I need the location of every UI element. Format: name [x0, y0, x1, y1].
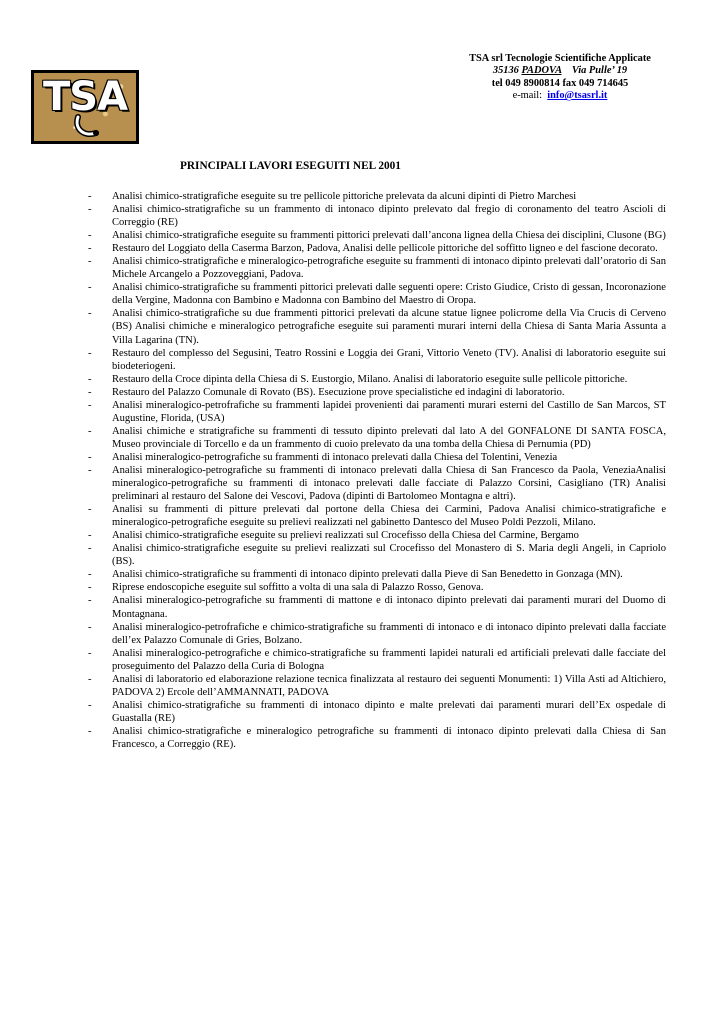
list-item: - Analisi mineralogico-petrofrafiche su frammenti lapidei provenienti dai paramenti murari esterni del Castillo de San Marcos, ST Augustine, Florida, (USA)	[88, 399, 666, 425]
email-link[interactable]: info@tsasrl.it	[547, 90, 608, 102]
logo-background	[34, 73, 136, 141]
list-item: - Analisi mineralogico-petrografiche su frammenti di mattone e di intonaco dipinto prelevati dai paramenti murari del Duomo di Montagnana.	[88, 594, 666, 620]
list-item: - Analisi mineralogico-petrografiche su frammenti di intonaco prelevati dalla Chiesa di San Francesco da Paola, VeneziaAnalisi mineralogico-petrografiche su frammenti di intonaco prelevati dalle facciate di Palazzo Corsini, Casigliano (TR) Analisi preliminari al restauro del Salone dei Vescovi, Padova (dipinti di Bartolomeo Montagna e altri).	[88, 464, 666, 503]
list-item: - Analisi chimico-stratigrafiche su frammenti pittorici prelevati dalle seguenti opere: Cristo Giudice, Cristo di gessan, Incoronazione della Vergine, Madonna con Bambino e Madonna con Bambino del Maestro di Oropa.	[88, 281, 666, 307]
company-email-line	[440, 90, 680, 102]
list-item: - Analisi su frammenti di pitture prelevati dal portone della Chiesa dei Carmini, Padova Analisi chimico-stratigrafiche e mineralogico-petrografiche eseguite su prelievi realizzati nel gabinetto Dantesco del Museo Poldi Pezzoli, Milano.	[88, 503, 666, 529]
list-item: - Restauro della Croce dipinta della Chiesa di S. Eustorgio, Milano. Analisi di laboratorio eseguite sulle pellicole pittoriche.	[88, 373, 666, 386]
list-item: - Restauro del complesso del Segusini, Teatro Rossini e Loggia dei Grani, Vittorio Veneto (TV). Analisi di laboratorio eseguite sui biodeteriogeni.	[88, 347, 666, 373]
list-item: - Analisi mineralogico-petrografiche su frammenti di intonaco prelevati dalla Chiesa del Tolentini, Venezia	[88, 451, 666, 464]
list-item: - Analisi chimico-stratigrafiche eseguite su tre pellicole pittoriche prelevata da alcuni dipinti di Pietro Marchesi	[88, 190, 666, 203]
company-phone: tel 049 8900814 fax 049 714645	[491, 77, 629, 89]
list-item: - Analisi chimico-stratigrafiche su due frammenti pittorici prelevati da alcune statue lignee policrome della Via Crucis di Cerveno (BS) Analisi chimiche e mineralogico petrografiche eseguite sui paramenti murari interni della Chiesa di Santa Maria Assunta a Villa Lagarina (TN).	[88, 307, 666, 346]
list-item: - Analisi chimiche e stratigrafiche su frammenti di tessuto dipinto prelevati dal lato A del GONFALONE DI SANTA FOSCA, Museo provinciale di Torcello e da un frammento di cuoio prelevato da una tomba della Chiesa di Pernumia (PD)	[88, 425, 666, 451]
list-item: - Analisi mineralogico-petrofrafiche e chimico-stratigrafiche su frammenti di intonaco e di intonaco dipinto prelevati dalla facciate dell’ex Palazzo Comunale di Gries, Bolzano.	[88, 621, 666, 647]
list-item: - Analisi chimico-stratigrafiche e mineralogico-petrografiche eseguite su frammenti di intonaco dipinto prelevati dall’oratorio di San Michele Arcangelo a Pozzoveggiani, Padova.	[88, 255, 666, 281]
list-item: - Analisi chimico-stratigrafiche eseguite su frammenti pittorici prelevati dall’ancona lignea della Chiesa dei disciplini, Clusone (BG)	[88, 229, 666, 242]
address-city: PADOVA	[521, 65, 562, 77]
list-item: - Restauro del Palazzo Comunale di Rovato (BS). Esecuzione prove specialistiche ed indagini di laboratorio.	[88, 386, 666, 399]
address-zip: 35136	[492, 65, 519, 77]
list-item: - Riprese endoscopiche eseguite sul soffitto a volta di una sala di Palazzo Rosso, Genova.	[88, 581, 666, 594]
list-item: - Analisi chimico-stratigrafiche su frammenti di intonaco dipinto e malte prelevati dai paramenti murari dell’Ex ospedale di Guastalla (RE)	[88, 699, 666, 725]
list-item: - Analisi chimico-stratigrafiche eseguite su prelievi realizzati sul Crocefisso della Chiesa del Carmine, Bergamo	[88, 529, 666, 542]
works-list	[88, 190, 666, 751]
list-item: - Analisi chimico-stratigrafiche eseguite su prelievi realizzati sul Crocefisso del Monastero di S. Maria degli Angeli, in Capriolo (BS).	[88, 542, 666, 568]
list-item: - Analisi mineralogico-petrografiche e chimico-stratigrafiche su frammenti lapidei naturali ed artificiali prelevati dalle facciate del proseguimento del Palazzo della Curia di Bologna	[88, 647, 666, 673]
logo-text: TSA	[42, 74, 128, 120]
page-title: PRINCIPALI LAVORI ESEGUITI NEL 2001	[180, 160, 401, 172]
company-address	[440, 65, 680, 77]
address-street: Via Pulle’ 19	[571, 65, 628, 77]
company-header	[440, 53, 680, 103]
list-item: - Restauro del Loggiato della Caserma Barzon, Padova, Analisi delle pellicole pittoriche del soffitto ligneo e del fascione decorato.	[88, 242, 666, 255]
list-item: - Analisi di laboratorio ed elaborazione relazione tecnica finalizzata al restauro dei seguenti Monumenti: 1) Villa Asti ad Altichiero, PADOVA 2) Ercole dell’AMMANNATI, PADOVA	[88, 673, 666, 699]
list-item: - Analisi chimico-stratigrafiche su un frammento di intonaco dipinto prelevato dal fregio di coronamento del teatro Ascioli di Correggio (RE)	[88, 203, 666, 229]
company-name: TSA srl Tecnologie Scientifiche Applicate	[469, 53, 651, 64]
list-item: - Analisi chimico-stratigrafiche su frammenti di intonaco dipinto prelevati dalla Pieve di San Benedetto in Gonzaga (MN).	[88, 568, 666, 581]
email-label: e-mail:	[512, 90, 543, 102]
list-item: - Analisi chimico-stratigrafiche e mineralogico petrografiche su frammenti di intonaco dipinto prelevati dalla Chiesa di San Francesco, a Correggio (RE).	[88, 725, 666, 751]
tsa-logo	[31, 70, 139, 144]
logo-mark-icon	[34, 73, 136, 141]
